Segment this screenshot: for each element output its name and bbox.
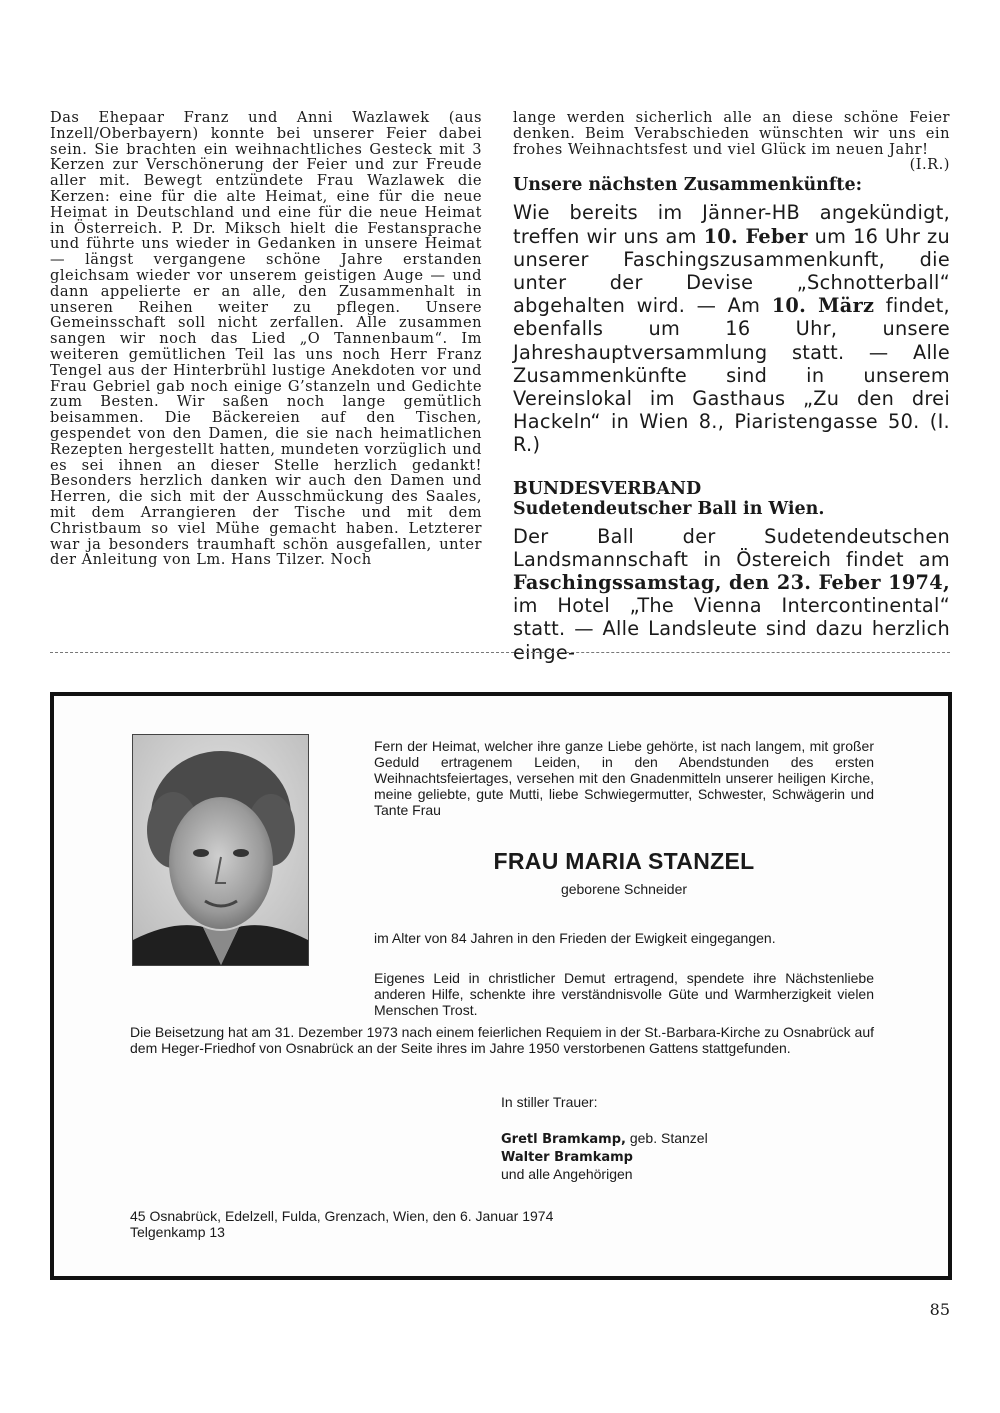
bundesverband-heading: BUNDESVERBAND Sudetendeutscher Ball in Wien. — [513, 478, 825, 519]
mourner-3: und alle Angehörigen — [501, 1166, 633, 1182]
meetings-heading: Unsere nächsten Zusammenkünfte: — [513, 175, 863, 196]
obituary-notice — [50, 692, 952, 1280]
mourner-2: Walter Bramkamp — [501, 1150, 633, 1165]
meetings-text: Wie bereits im Jänner-HB angekündigt, treffen wir uns am 10. Feber um 16 Uhr zu unserer Faschingszusammenkunft, die unter der Devise „Schnotterball“ abgehalten wird. — Am 10. März findet, ebenfalls um 16 Uhr, unsere Jahreshauptversammlung statt. — Alle Zusammenkünfte sind in unserem Vereinslokal im Gasthaus „Zu den drei Hackeln“ in Wien 8., Piaristengasse 50. (I. R.) — [513, 201, 950, 457]
funeral-text: Die Beisetzung hat am 31. Dezember 1973 nach einem feierlichen Requiem in der St.-Barbara-Kirche zu Osnabrück auf dem Heger-Friedhof von Osnabrück an der Seite ihres im Jahre 1950 verstorbenen Gattens stattgefunden. — [130, 1024, 874, 1056]
page-number: 85 — [929, 1300, 950, 1319]
portrait-photo-image — [133, 735, 308, 965]
maiden-name: geborene Schneider — [560, 881, 688, 897]
mourners-list — [501, 1130, 708, 1182]
signature: (I.R.) — [909, 156, 950, 174]
feier-continuation: lange werden sicherlich alle an diese schöne Feier denken. Beim Verabschieden wünschten wir uns ein frohes Weihnachtsfest und viel Glück im neuen Jahr! (I.R.) — [513, 109, 950, 174]
left-column-text: Das Ehepaar Franz und Anni Wazlawek (aus Inzell/Oberbayern) konnte bei unserer Feier dabei sein. Sie brachten ein weihnachtliches Gesteck mit 3 Kerzen zur Verschönerung der Feier und zur Freude aller mit. Bewegt entzündete Frau Wazlawek die Kerzen: eine für die alte Heimat, eine für die neue Heimat in Deutschland und eine für die neue Heimat in Österreich. P. Dr. Miksch hielt die Festansprache und führte uns wieder in Gedanken in unsere Heimat — längst vergangene schöne Jahre erstanden gleichsam wieder vor unserem geistigen Auge — und dann appelierte er an alle, den Zusammenhalt in unseren Reihen weiter zu pflegen. Unsere Gemeinsschaft soll nicht zerfallen. Alle zusammen sangen wir noch das Lied „O Tannenbaum“. Im weiteren gemütlichen Teil las uns noch Herr Franz Tengel aus der Hinterbrühl lustige Anekdoten vor und Frau Gebriel gab noch einige G’stanzeln und Gedichte zum Besten. Wir saßen noch lange gemütlich beisammen. Die Bäckereien auf den Tischen, gespendet von den Damen, die sie nach heimatlichen Rezepten hergestellt hatten, mundeten vorzüglich und es sei ihnen an dieser Stelle herzlich gedankt! Besonders herzlich danken wir auch den Damen und Herren, die sich mit der Ausschmückung des Saales, mit dem Arrangieren der Tische und mit dem Christbaum so viel Mühe gemacht haben. Letzterer war ja besonders traumhaft schön ausgefallen, unter der Anleitung von Lm. Hans Tilzer. Noch — [50, 109, 482, 569]
mourner-1: Gretl Bramkamp, geb. Stanzel — [501, 1130, 708, 1147]
portrait-photo — [132, 734, 309, 966]
right-column — [513, 110, 950, 664]
deceased-name: FRAU MARIA STANZEL — [493, 848, 755, 874]
age-text: im Alter von 84 Jahren in den Frieden der Ewigkeit eingegangen. — [374, 930, 776, 946]
character-text: Eigenes Leid in christlicher Demut ertragend, spendete ihre Nächstenliebe anderen Hilfe, schenkte ihre verständnisvolle Güte und Warmherzigkeit vielen Menschen Trost. — [374, 970, 874, 1018]
obituary-intro: Fern der Heimat, welcher ihre ganze Liebe gehörte, ist nach langem, mit großer Geduld ertragenem Leiden, in den Abendstunden des ersten Weihnachtsfeiertages, versehen mit den Gnadenmitteln unserer heiligen Kirche, meine geliebte, gute Mutti, liebe Schwiegermutter, Schwester, Schwägerin und Tante Frau — [374, 738, 874, 818]
separator-line — [50, 652, 950, 653]
place-date: 45 Osnabrück, Edelzell, Fulda, Grenzach, Wien, den 6. Januar 1974 Telgenkamp 13 — [130, 1208, 554, 1240]
ball-text: Der Ball der Sudetendeutschen Landsmannschaft in Östereich findet am Faschingssamstag, den 23. Feber 1974, im Hotel „The Vienna Intercontinental“ statt. — Alle Landsleute sind dazu herzlich einge- — [513, 524, 950, 664]
mourning-label: In stiller Trauer: — [501, 1094, 598, 1110]
